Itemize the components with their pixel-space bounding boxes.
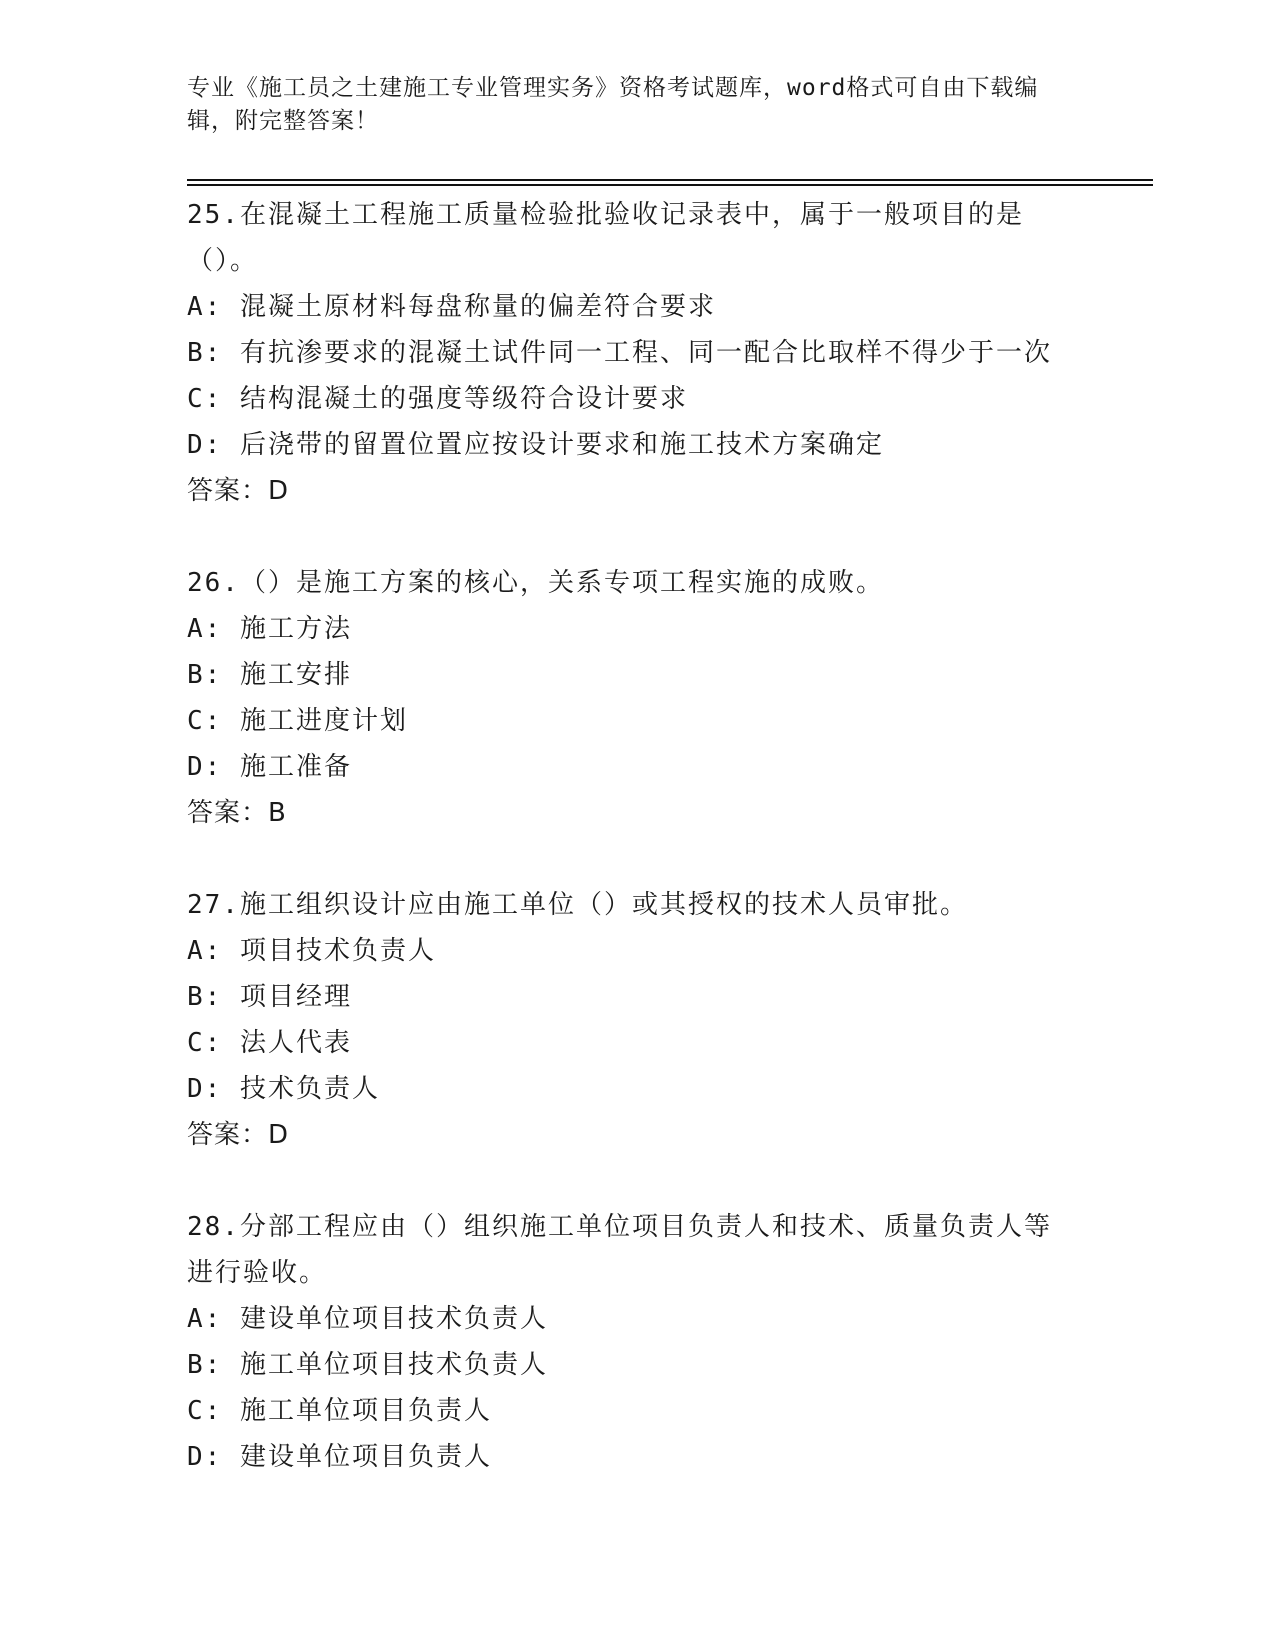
option-b: B: 有抗渗要求的混凝土试件同一工程、同一配合比取样不得少于一次 <box>187 338 1052 368</box>
question-list <box>187 192 1087 1526</box>
header-divider-top <box>187 179 1153 181</box>
option-a: A: 项目技术负责人 <box>187 936 436 966</box>
option-a: A: 建设单位项目技术负责人 <box>187 1304 548 1334</box>
answer-label: 答案：D <box>187 1120 290 1150</box>
answer-label: 答案：B <box>187 798 287 828</box>
question-25 <box>187 192 1087 514</box>
option-b: B: 施工安排 <box>187 660 352 690</box>
option-d: D: 施工准备 <box>187 752 352 782</box>
option-d: D: 技术负责人 <box>187 1074 380 1104</box>
question-stem: 28.分部工程应由（）组织施工单位项目负责人和技术、质量负责人等进行验收。 <box>187 1212 1052 1288</box>
option-c: C: 施工进度计划 <box>187 706 408 736</box>
option-d: D: 后浇带的留置位置应按设计要求和施工技术方案确定 <box>187 430 884 460</box>
option-c: C: 施工单位项目负责人 <box>187 1396 492 1426</box>
option-b: B: 项目经理 <box>187 982 352 1012</box>
document-header: 专业《施工员之土建施工专业管理实务》资格考试题库，word格式可自由下载编辑，附完整答案！ <box>187 75 1039 134</box>
option-d: D: 建设单位项目负责人 <box>187 1442 492 1472</box>
option-a: A: 混凝土原材料每盘称量的偏差符合要求 <box>187 292 716 322</box>
option-c: C: 法人代表 <box>187 1028 352 1058</box>
question-28 <box>187 1204 1087 1480</box>
question-27 <box>187 882 1087 1158</box>
answer-label: 答案：D <box>187 476 290 506</box>
option-c: C: 结构混凝土的强度等级符合设计要求 <box>187 384 688 414</box>
question-26 <box>187 560 1087 836</box>
question-stem: 27.施工组织设计应由施工单位（）或其授权的技术人员审批。 <box>187 890 968 920</box>
question-stem: 26.（）是施工方案的核心，关系专项工程实施的成败。 <box>187 568 884 598</box>
question-stem: 25.在混凝土工程施工质量检验批验收记录表中，属于一般项目的是（）。 <box>187 200 1024 276</box>
option-a: A: 施工方法 <box>187 614 352 644</box>
option-b: B: 施工单位项目技术负责人 <box>187 1350 548 1380</box>
header-divider-bottom <box>187 184 1153 186</box>
